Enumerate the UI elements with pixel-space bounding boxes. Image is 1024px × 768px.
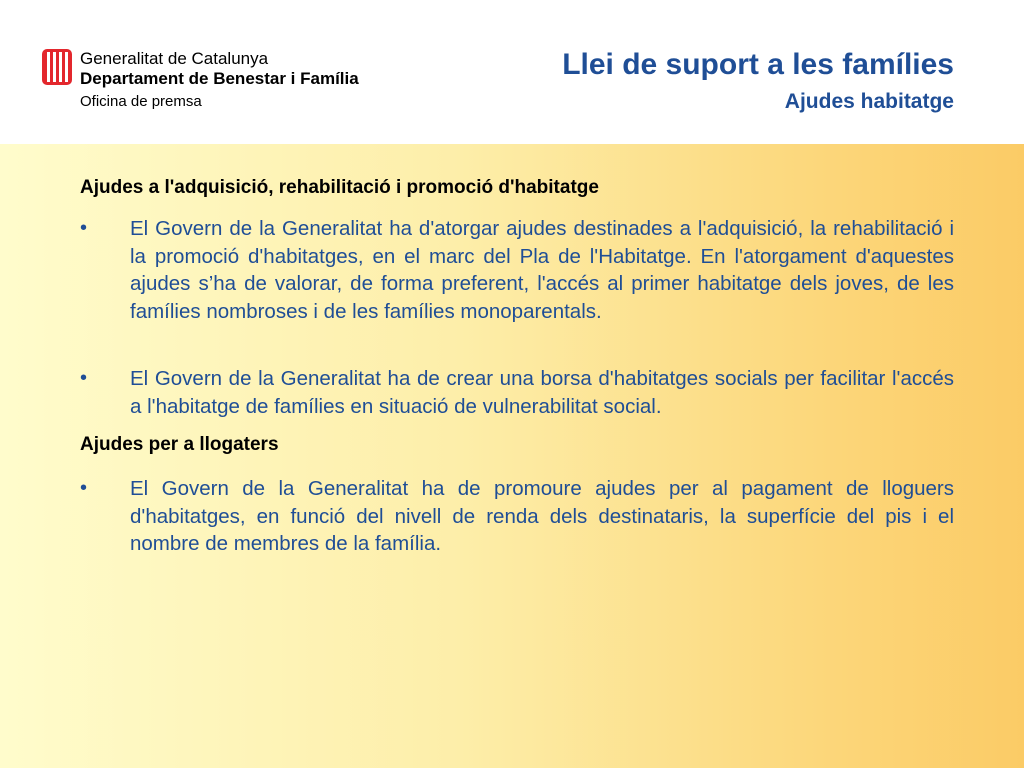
generalitat-stripes-icon xyxy=(42,49,72,85)
department-name: Departament de Benestar i Família xyxy=(80,69,359,88)
slide-header xyxy=(0,0,1024,144)
slide-subtitle: Ajudes habitatge xyxy=(784,90,954,113)
office-name: Oficina de premsa xyxy=(80,93,202,110)
list-item xyxy=(80,475,954,558)
list-item xyxy=(80,365,954,420)
bullet-text: El Govern de la Generalitat ha d'atorgar ajudes destinades a l'adquisició, la rehabilitació i la promoció d'habitatges, en el marc del Pla de l'Habitatge. En l'atorgament d'aquestes ajudes s’ha de valorar, de forma preferent, l'accés al primer habitatge dels joves, de les famílies nombroses i de les famílies monoparentals. xyxy=(130,217,954,323)
organization-name: Generalitat de Catalunya xyxy=(80,49,269,68)
section-heading-acquisition: Ajudes a l'adquisició, rehabilitació i promoció d'habitatge xyxy=(80,177,599,198)
bullet-icon: • xyxy=(80,367,88,389)
bullet-icon: • xyxy=(80,477,88,499)
list-item xyxy=(80,215,954,325)
bullet-icon: • xyxy=(80,217,88,239)
bullet-text: El Govern de la Generalitat ha de promoure ajudes per al pagament de lloguers d'habitatges, en funció del nivell de renda dels destinataris, la superfície del pis i el nombre de membres de la família. xyxy=(130,477,954,555)
bullet-text: El Govern de la Generalitat ha de crear una borsa d'habitatges socials per facilitar l'accés a l'habitatge de famílies en situació de vulnerabilitat social. xyxy=(130,367,954,418)
slide-title: Llei de suport a les famílies xyxy=(562,48,954,81)
slide-body xyxy=(0,144,1024,768)
section-heading-tenants: Ajudes per a llogaters xyxy=(80,434,279,455)
